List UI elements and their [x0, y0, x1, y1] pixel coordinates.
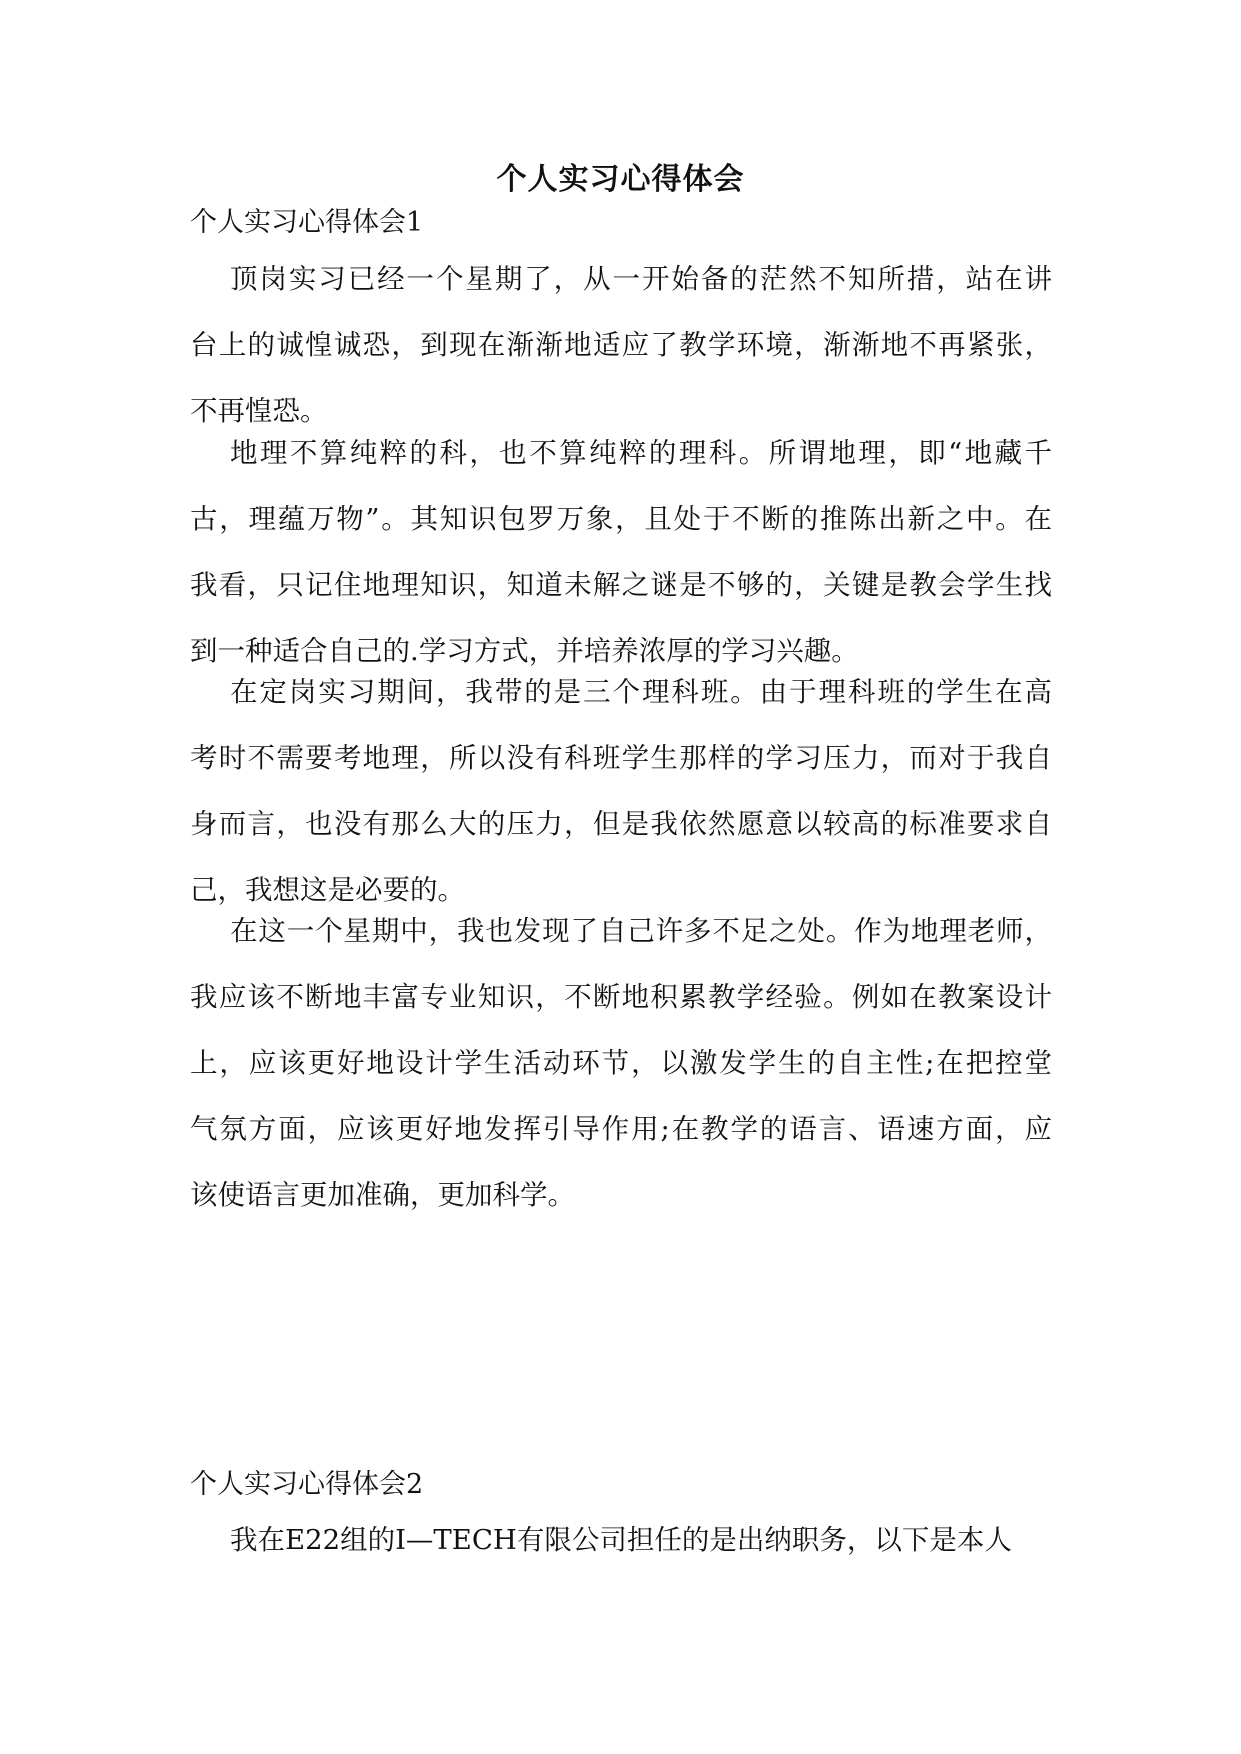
paragraph-3 [190, 659, 1052, 923]
paragraph-line: 我应该不断地丰富专业知识，不断地积累教学经验。例如在教案设计 [190, 981, 1052, 1013]
paragraph-4 [190, 898, 1052, 1228]
paragraph-line: 我看，只记住地理知识，知道未解之谜是不够的，关键是教会学生找 [190, 569, 1052, 601]
paragraph-line: 到一种适合自己的.学习方式，并培养浓厚的学习兴趣。 [190, 635, 859, 667]
paragraph-line: 考时不需要考地理，所以没有科班学生那样的学习压力，而对于我自 [190, 742, 1052, 774]
paragraph-line: 古，理蕴万物”。其知识包罗万象，且处于不断的推陈出新之中。在 [190, 503, 1052, 535]
section-heading-2: 个人实习心得体会2 [190, 1469, 424, 1500]
paragraph-line: 己，我想这是必要的。 [190, 874, 465, 906]
paragraph-2 [190, 420, 1052, 684]
paragraph-line: 身而言，也没有那么大的压力，但是我依然愿意以较高的标准要求自 [190, 808, 1052, 840]
section-heading-1: 个人实习心得体会1 [190, 207, 424, 238]
paragraph-line: 地理不算纯粹的科，也不算纯粹的理科。所谓地理，即“地藏千 [230, 437, 1052, 469]
paragraph-line: 在这一个星期中，我也发现了自己许多不足之处。作为地理老师， [230, 915, 1052, 947]
paragraph-line: 该使语言更加准确，更加科学。 [190, 1179, 575, 1211]
paragraph-5 [190, 1507, 1052, 1573]
paragraph-line: 台上的诚惶诚恐，到现在渐渐地适应了教学环境，渐渐地不再紧张， [190, 329, 1052, 361]
paragraph-line: 顶岗实习已经一个星期了，从一开始备的茫然不知所措，站在讲 [230, 263, 1052, 295]
paragraph-line: 上，应该更好地设计学生活动环节，以激发学生的自主性;在把控堂 [190, 1047, 1052, 1079]
paragraph-line: 我在E22组的I—TECH有限公司担任的是出纳职务，以下是本人 [230, 1524, 1012, 1556]
paragraph-line: 不再惶恐。 [190, 395, 328, 427]
paragraph-line: 在定岗实习期间，我带的是三个理科班。由于理科班的学生在高 [230, 676, 1052, 708]
paragraph-1 [190, 246, 1052, 444]
document-title: 个人实习心得体会 [496, 162, 745, 197]
paragraph-line: 气氛方面，应该更好地发挥引导作用;在教学的语言、语速方面，应 [190, 1113, 1052, 1145]
